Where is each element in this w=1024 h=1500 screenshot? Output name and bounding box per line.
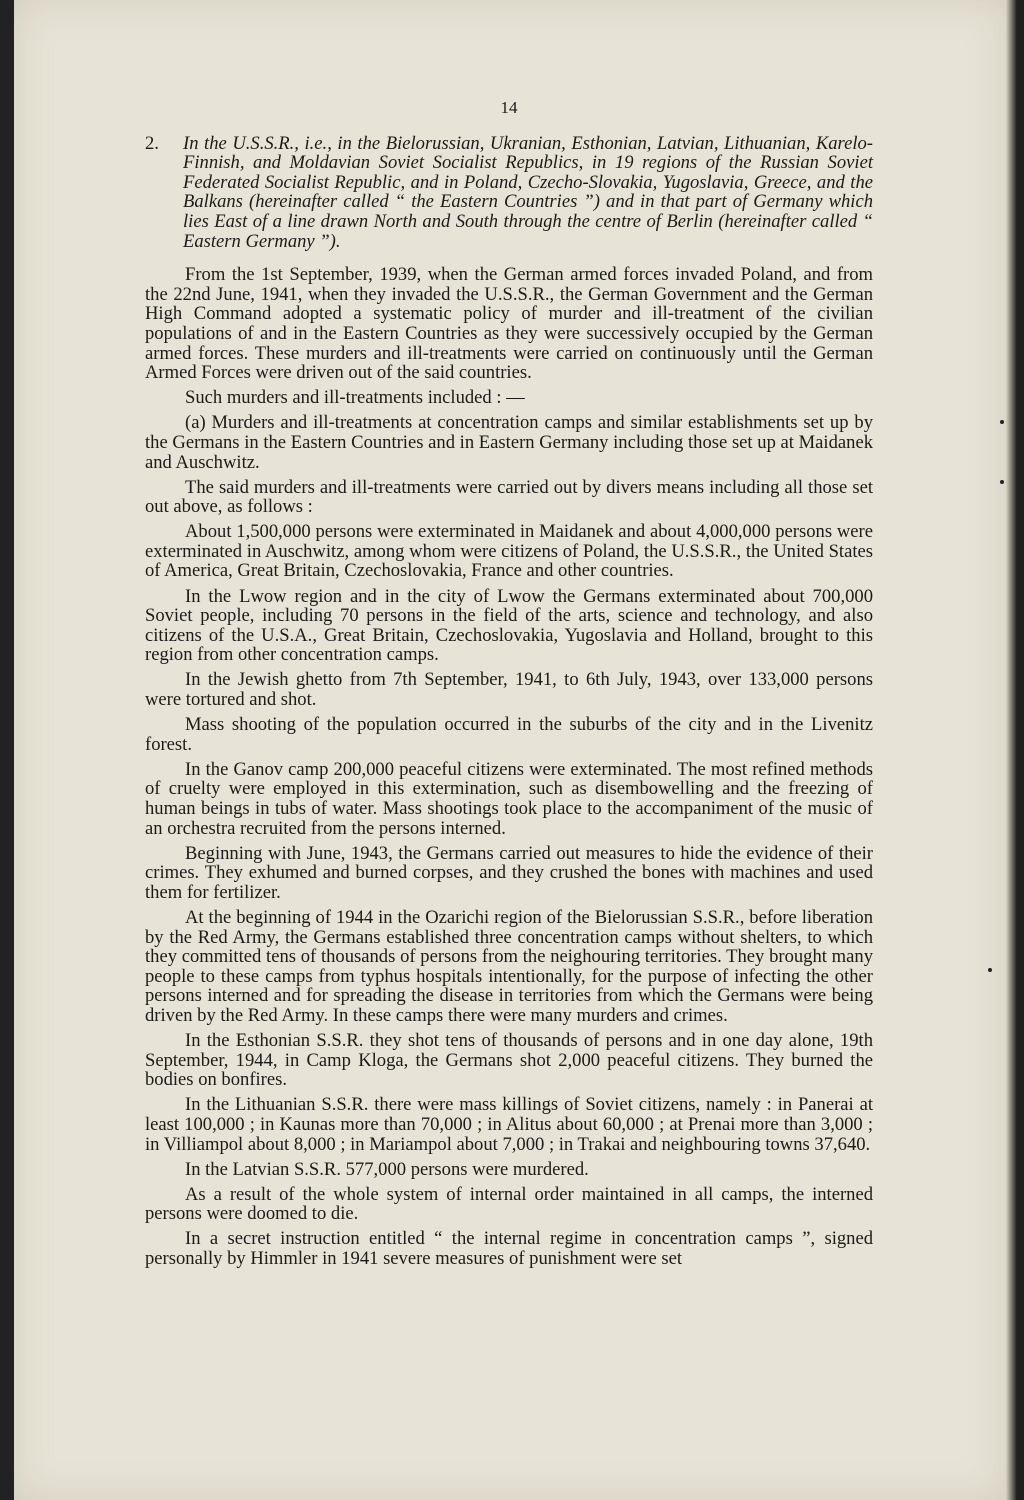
document-content	[145, 98, 873, 1274]
page-right-edge	[1006, 0, 1024, 1500]
page-number: 14	[500, 98, 518, 117]
paragraph: In the Jewish ghetto from 7th September, 1941, to 6th July, 1943, over 133,000 persons were tortured and shot.	[145, 669, 873, 711]
section-number: 2.	[145, 132, 159, 154]
scan-left-edge	[0, 0, 14, 1500]
paragraph: Beginning with June, 1943, the Germans carried out measures to hide the evidence of their crimes. They exhumed and burned corpses, and they crushed the bones with machines and used them for fertilizer.	[145, 842, 873, 903]
section-heading	[145, 134, 873, 252]
paragraph: In the Latvian S.S.R. 577,000 persons were murdered.	[185, 1158, 589, 1180]
paragraph: In the Lwow region and in the city of Lwow the Germans exterminated about 700,000 Soviet people, including 70 persons in the field of the arts, science and technology, and also citizens of the U.S.A., Great Britain, Czechoslovakia, Yugoslavia and Holland, brought to this region from other concentration camps.	[145, 585, 873, 666]
paragraph: From the 1st September, 1939, when the German armed forces invaded Poland, and from the 22nd June, 1941, when they invaded the U.S.S.R., the German Government and the German High Command adopted a systematic policy of murder and ill-treatment of the civilian populations of and in the Eastern Countries as they were successively occupied by the German armed forces. These murders and ill-treatments were carried on continuously until the German Armed Forces were driven out of the said countries.	[145, 264, 873, 384]
paragraph: At the beginning of 1944 in the Ozarichi region of the Bielorussian S.S.R., before liberation by the Red Army, the Germans established three concentration camps without shelters, to which they committed tens of thousands of persons from the neighouring territories. They brought many people to these camps from typhus hospitals intentionally, for the purpose of infecting the other persons interned and for spreading the disease in territories from which the Germans were being driven by the Red Army. In these camps there were many murders and crimes.	[145, 906, 873, 1026]
paragraph: About 1,500,000 persons were exterminated in Maidanek and about 4,000,000 persons were exterminated in Auschwitz, among whom were citizens of Poland, the U.S.S.R., the United States of America, Great Britain, Czechoslovakia, France and other countries.	[145, 521, 873, 582]
paper-speck	[1000, 480, 1004, 484]
paragraph: In a secret instruction entitled “ the internal regime in concentration camps ”, signed personally by Himmler in 1941 severe measures of punishment were set	[145, 1228, 873, 1269]
paragraph: The said murders and ill-treatments were carried out by divers means including all those set out above, as follows :	[145, 476, 873, 518]
paragraph: (a) Murders and ill-treatments at concentration camps and similar establishments set up by the Germans in the Eastern Countries and in Eastern Germany including those set up at Maidanek and Auschwitz.	[145, 412, 873, 473]
paragraph: Mass shooting of the population occurred in the suburbs of the city and in the Livenitz forest.	[145, 714, 873, 755]
paper-speck	[988, 968, 992, 972]
paragraph: In the Esthonian S.S.R. they shot tens of thousands of persons and in one day alone, 19th September, 1944, in Camp Kloga, the Germans shot 2,000 peaceful citizens. They burned the bodies on bonfires.	[145, 1030, 873, 1091]
paragraph: In the Ganov camp 200,000 peaceful citizens were exterminated. The most refined methods of cruelty were employed in this extermination, such as disembowelling and the freezing of human beings in tubs of water. Mass shootings took place to the accompaniment of the music of an orchestra recruited from the persons interned.	[145, 758, 873, 839]
paragraph: As a result of the whole system of internal order maintained in all camps, the interned persons were doomed to die.	[145, 1183, 873, 1225]
section-heading-text: In the U.S.S.R., i.e., in the Bielorussian, Ukranian, Esthonian, Latvian, Lithuanian, Karelo-Finnish, and Moldavian Soviet Socialist Republics, in 19 regions of the Russian Soviet Federated Socialist Republic, and in Poland, Czecho-Slovakia, Yugoslavia, Greece, and the Balkans (hereinafter called “ the Eastern Countries ”) and in that part of Germany which lies East of a line drawn North and South through the centre of Berlin (hereinafter called “ Eastern Germany ”).	[183, 132, 873, 252]
paragraph: In the Lithuanian S.S.R. there were mass killings of Soviet citizens, namely : in Panerai at least 100,000 ; in Kaunas more than 70,000 ; in Alitus about 60,000 ; at Prenai more than 3,000 ; in Villiampol about 8,000 ; in Mariampol about 7,000 ; in Trakai and neighbouring towns 37,640.	[145, 1094, 873, 1155]
paper-speck	[1000, 420, 1004, 424]
paragraph: Such murders and ill-treatments included : —	[185, 387, 525, 409]
